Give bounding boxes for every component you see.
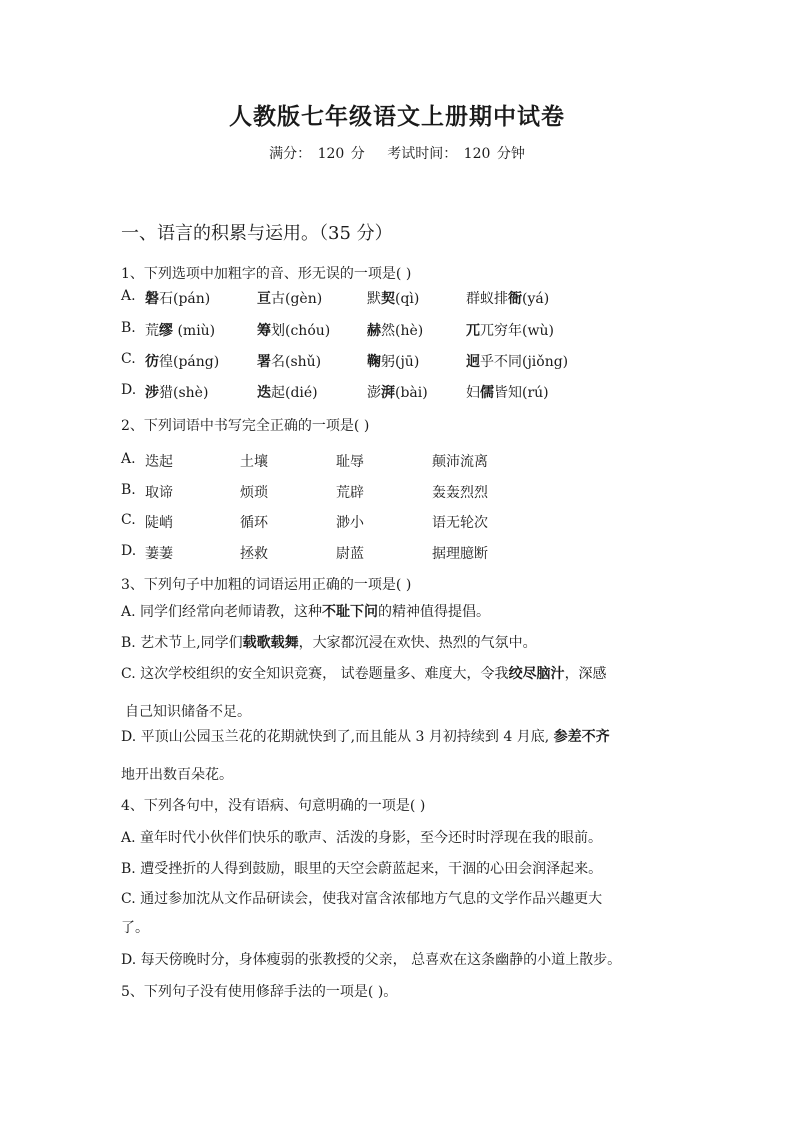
question-4-option-b: B. 遭受挫折的人得到鼓励，眼里的天空会蔚蓝起来，干涸的心田会润泽起来。 [121, 861, 603, 877]
question-2-stem: 2、下列词语中书写完全正确的一项是( ) [121, 418, 370, 434]
question-1-option-d-item: 澎湃(bài) [367, 385, 428, 401]
question-1-option-d-item: 迭起(dié) [257, 385, 318, 401]
question-2-option-d-word: 据理臆断 [432, 546, 488, 562]
option-label: A. [121, 451, 136, 467]
question-3-option-d-cont: 地开出数百朵花。 [121, 767, 233, 783]
question-2-option-a-word: 迭起 [145, 454, 173, 470]
question-3-option-d: D. 平顶山公园玉兰花的花期就快到了,而且能从 3 月初持续到 4 月底, 参差不齐 [121, 729, 610, 745]
question-4-option-a: A. 童年时代小伙伴们快乐的歌声、活泼的身影，至今还时时浮现在我的眼前。 [121, 830, 603, 846]
question-3-stem: 3、下列句子中加粗的词语运用正确的一项是( ) [121, 577, 412, 593]
exam-time: 考试时间： 120 分钟 [387, 146, 525, 162]
question-2-option-a-word: 耻辱 [336, 454, 364, 470]
question-1-stem: 1、下列选项中加粗字的音、形无误的一项是( ) [121, 266, 412, 282]
option-label: D. [121, 543, 137, 559]
question-2-option-d-word: 拯救 [240, 546, 268, 562]
question-3-option-b: B. 艺术节上,同学们载歌载舞，大家都沉浸在欢快、热烈的气氛中。 [121, 635, 537, 651]
section-heading: 一、语言的积累与运用。（35 分） [121, 223, 393, 244]
question-4-option-c: C. 通过参加沈从文作品研读会，使我对富含浓郁地方气息的文学作品兴趣更大 [121, 891, 603, 907]
question-3-option-c-cont: 自己知识储备不足。 [125, 704, 251, 720]
question-1-option-c-item: 鞠躬(jū) [367, 354, 420, 370]
question-4-option-c-cont: 了。 [121, 920, 149, 936]
question-1-option-a-item: 亘古(gèn) [257, 291, 323, 307]
question-1-option-d-item: 涉猎(shè) [145, 385, 209, 401]
question-2-option-b-word: 取谛 [145, 485, 173, 501]
question-1-option-d-item: 妇儒皆知(rú) [466, 385, 549, 401]
question-2-option-c-word: 语无轮次 [432, 515, 488, 531]
exam-title: 人教版七年级语文上册期中试卷 [229, 103, 565, 130]
option-label: B. [121, 482, 136, 498]
question-2-option-b-word: 荒辟 [336, 485, 364, 501]
question-2-option-c-word: 陡峭 [145, 515, 173, 531]
option-label: A. [121, 288, 136, 304]
question-1-option-b-item: 荒缪 (miù) [145, 323, 216, 339]
option-label: D. [121, 382, 137, 398]
question-2-option-a-word: 土壤 [240, 454, 268, 470]
question-1-option-c-item: 署名(shǔ) [257, 354, 322, 370]
question-2-option-b-word: 轰轰烈烈 [432, 485, 488, 501]
question-2-option-b-word: 烦琐 [240, 485, 268, 501]
question-2-option-a-word: 颠沛流离 [432, 454, 488, 470]
option-label: C. [121, 351, 136, 367]
question-4-option-d: D. 每天傍晚时分，身体瘦弱的张教授的父亲， 总喜欢在这条幽静的小道上散步。 [121, 952, 622, 968]
option-label: B. [121, 320, 136, 336]
question-1-option-a-item: 群蚁排衙(yá) [466, 291, 550, 307]
question-2-option-d-word: 尉蓝 [336, 546, 364, 562]
question-3-option-a: A. 同学们经常向老师请教，这种不耻下问的精神值得提倡。 [121, 604, 491, 620]
option-label: C. [121, 512, 136, 528]
question-4-stem: 4、下列各句中，没有语病、句意明确的一项是( ) [121, 798, 426, 814]
question-2-option-c-word: 渺小 [336, 515, 364, 531]
question-1-option-c-item: 彷徨(páng) [145, 354, 220, 370]
question-2-option-d-word: 萋萋 [145, 546, 173, 562]
question-1-option-a-item: 默契(qì) [367, 291, 420, 307]
question-1-option-b-item: 兀兀穷年(wù) [466, 323, 554, 339]
full-score: 满分： 120 分 [269, 146, 365, 162]
question-3-option-c: C. 这次学校组织的安全知识竞赛， 试卷题量多、难度大，令我绞尽脑汁，深感 [121, 666, 607, 682]
question-1-option-b-item: 筹划(chóu) [257, 323, 331, 339]
question-1-option-b-item: 赫然(hè) [367, 323, 424, 339]
question-1-option-c-item: 迥乎不同(jiǒng) [466, 354, 569, 370]
question-1-option-a-item: 磐石(pán) [145, 291, 211, 307]
question-2-option-c-word: 循环 [240, 515, 268, 531]
exam-info [0, 143, 794, 163]
question-5-stem: 5、下列句子没有使用修辞手法的一项是( )。 [121, 984, 398, 1000]
